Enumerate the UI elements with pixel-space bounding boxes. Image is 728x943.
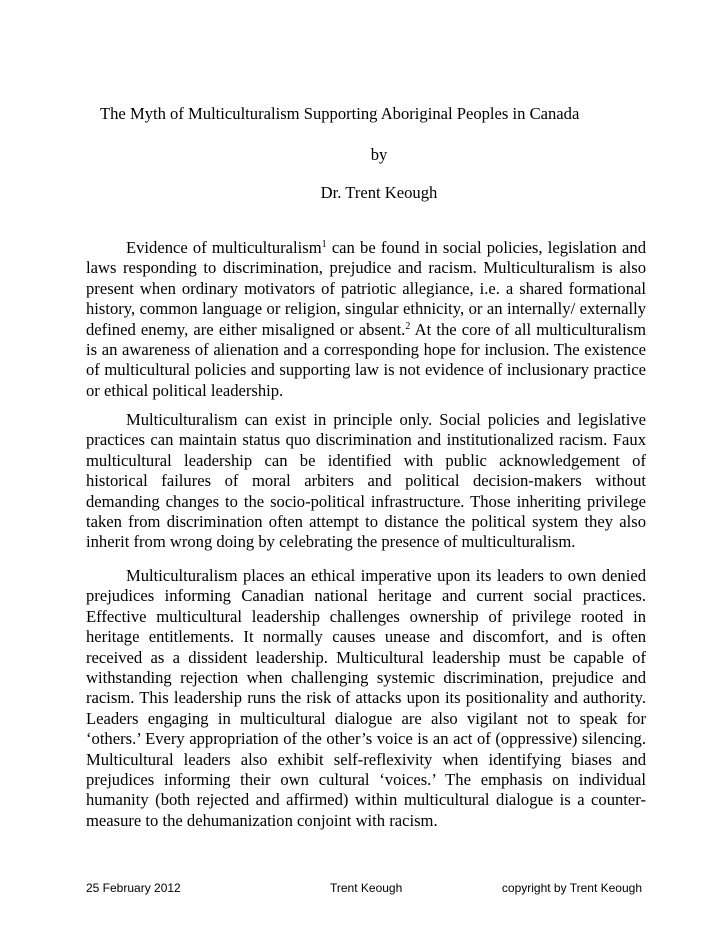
footnote-ref-2: 2 — [405, 320, 411, 332]
paragraph-2 — [86, 410, 646, 553]
paragraph-1 — [86, 238, 646, 401]
document-title: The Myth of Multiculturalism Supporting Aboriginal Peoples in Canada — [100, 104, 580, 123]
author-name: Dr. Trent Keough — [320, 183, 438, 202]
paragraph-1-part-a: Evidence of multiculturalism — [126, 238, 322, 257]
footer-date: 25 February 2012 — [86, 881, 181, 895]
paragraph-1-text — [86, 238, 646, 401]
paragraph-1-part-b: can be found in social policies, legislation and laws responding to discrimination, prejudice and racism. Multiculturalism is also present when ordinary motivators of patriotic allegiance, i.e. a shared formational history, common language or religion, singular ethnicity, or an internally/ externally defined enemy, are either misaligned or absent. — [86, 238, 646, 339]
paragraph-1-part-c: At the core of all multiculturalism is an awareness of alienation and a corresponding hope for inclusion. The existence of multicultural policies and supporting law is not evidence of inclusionary practice or ethical political leadership. — [86, 319, 646, 400]
paragraph-3-text: Multiculturalism places an ethical imperative upon its leaders to own denied prejudices informing Canadian national heritage and current social practices. Effective multicultural leadership challenges ownership of privilege rooted in heritage entitlements. It normally causes unease and discomfort, and is often received as a dissident leadership. Multicultural leadership must be capable of withstanding rejection when challenging systemic discrimination, prejudice and racism. This leadership runs the risk of attacks upon its positionality and authority. Leaders engaging in multicultural dialogue are also vigilant not to speak for ‘others.’ Every appropriation of the other’s voice is an act of (oppressive) silencing. Multicultural leaders also exhibit self-reflexivity when identifying biases and prejudices informing their own cultural ‘voices.’ The emphasis on individual humanity (both rejected and affirmed) within multicultural dialogue is a counter-measure to the dehumanization conjoint with racism. — [86, 566, 646, 830]
byline: by — [370, 145, 388, 164]
paragraph-2-text: Multiculturalism can exist in principle only. Social policies and legislative practices can maintain status quo discrimination and institutionalized racism. Faux multicultural leadership can be identified with public acknowledgement of historical failures of moral arbiters and political decision-makers without demanding changes to the socio-political infrastructure. Those inheriting privilege taken from discrimination often attempt to distance the political system they also inherit from wrong doing by celebrating the presence of multiculturalism. — [86, 410, 646, 552]
paragraph-3 — [86, 566, 646, 831]
footnote-ref-1: 1 — [321, 239, 327, 250]
footer-copyright: copyright by Trent Keough — [501, 881, 642, 895]
footer-author: Trent Keough — [330, 881, 403, 895]
